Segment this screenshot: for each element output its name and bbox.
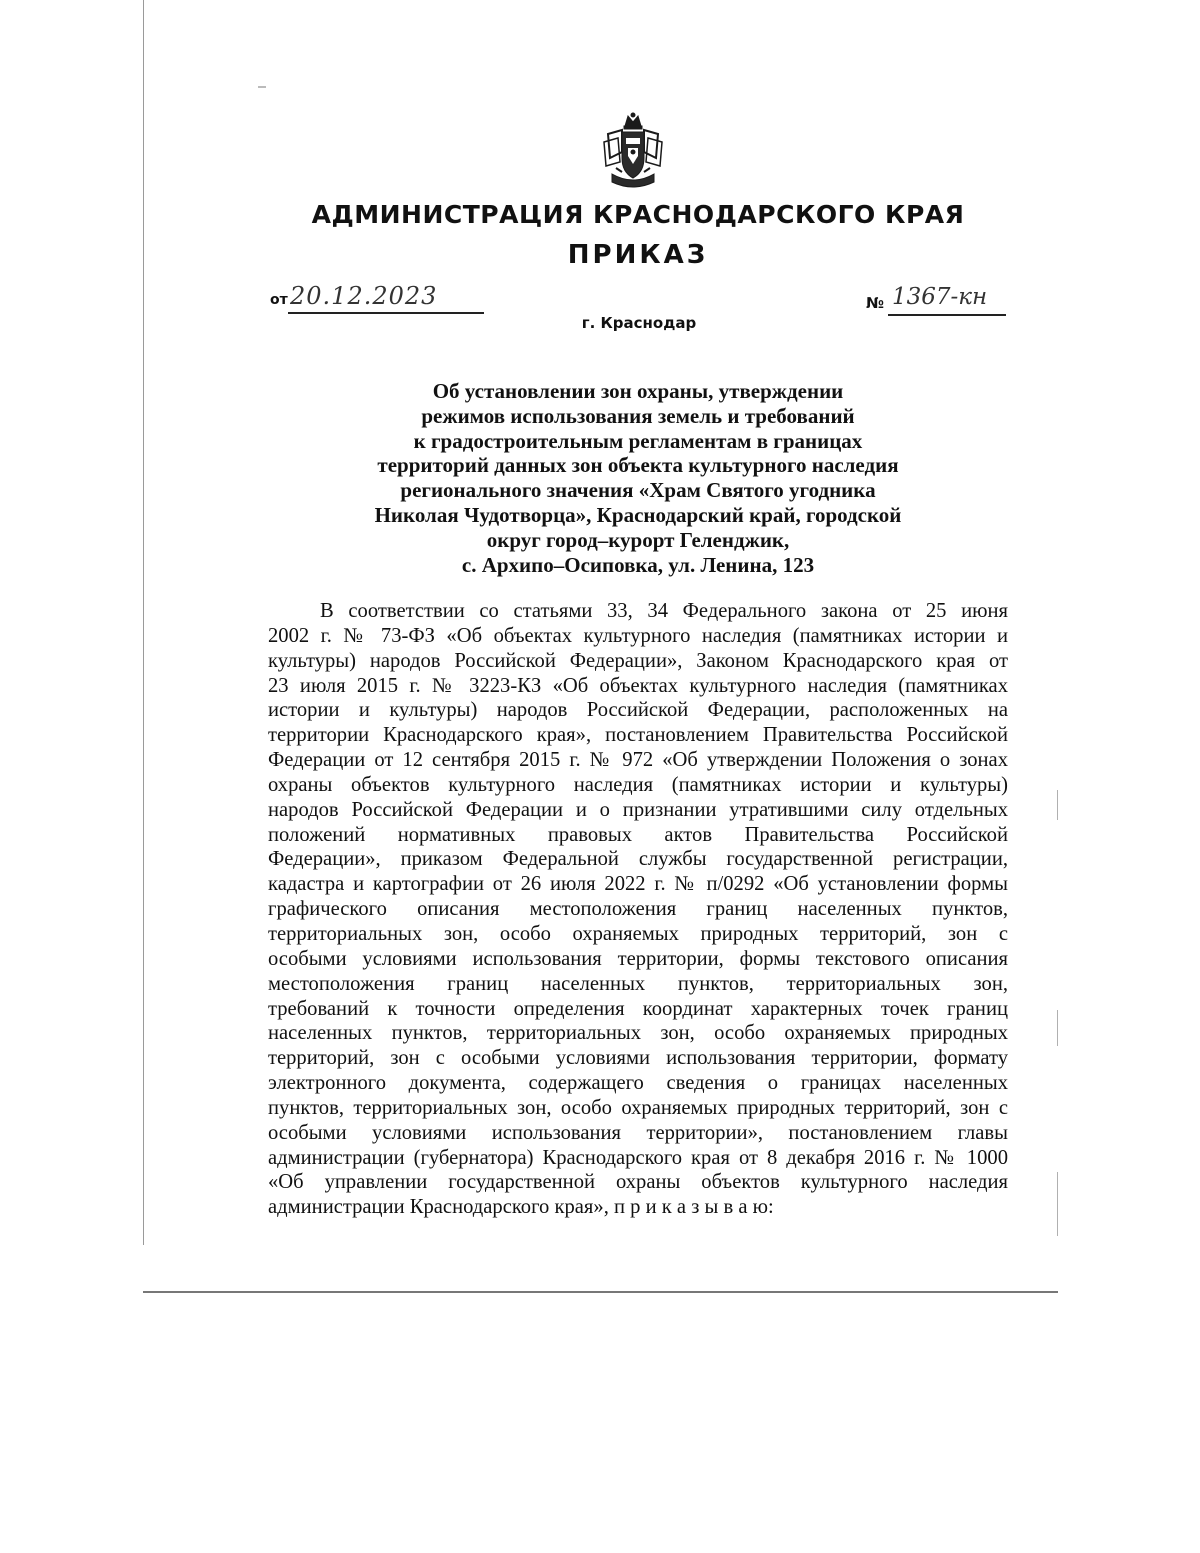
handwritten-number: 1367-кн xyxy=(892,284,988,310)
body-line: местоположения границ населенных пунктов, территориальных зон, xyxy=(268,972,1008,995)
date-field xyxy=(270,282,484,316)
body-line: 23 июля 2015 г. № 3223-КЗ «Об объектах культурного наследия (памятниках xyxy=(268,674,1008,697)
body-line: положений нормативных правовых актов Правительства Российской xyxy=(268,823,1008,846)
city: г. Краснодар xyxy=(581,314,697,332)
body-line: особыми условиями использования территории, формы текстового описания xyxy=(268,947,1008,970)
body-line: территориальных зон, особо охраняемых природных территорий, зон с xyxy=(268,922,1008,945)
body-line: территории Краснодарского края», постановлением Правительства Российской xyxy=(268,724,1008,747)
scan-bottom-edge xyxy=(143,1291,1058,1293)
scan-speck xyxy=(258,86,266,88)
body-line: Федерации от 12 сентября 2015 г. № 972 «Об утверждении Положения о зонах xyxy=(268,749,1008,772)
scan-right-mark xyxy=(1057,790,1058,820)
body-line: культуры) народов Российской Федерации», Законом Краснодарского края от xyxy=(268,649,1008,672)
body-line: населенных пунктов, территориальных зон, особо охраняемых природных xyxy=(268,1022,1008,1045)
title-line: с. Архипо–Осиповка, ул. Ленина, 123 xyxy=(461,552,815,577)
title-line: регионального значения «Храм Святого угодника xyxy=(400,478,876,503)
krasnodar-coat-of-arms-icon xyxy=(598,112,668,190)
title-line: территорий данных зон объекта культурного наследия xyxy=(377,453,899,478)
body-line: особыми условиями использования территории», постановлением главы xyxy=(268,1121,1008,1144)
body-line: кадастра и картографии от 26 июля 2022 г. № п/0292 «Об установлении формы xyxy=(268,873,1008,896)
body-line: истории и культуры) народов Российской Федерации, расположенных на xyxy=(268,699,1008,722)
body-line: требований к точности определения координат характерных точек границ xyxy=(268,997,1008,1020)
body-paragraph xyxy=(268,599,1008,1220)
organization-name: АДМИНИСТРАЦИЯ КРАСНОДАРСКОГО КРАЯ xyxy=(311,200,965,229)
title-line: режимов использования земель и требований xyxy=(421,403,855,428)
title-line: Об установлении зон охраны, утверждении xyxy=(432,379,844,403)
document-type: ПРИКАЗ xyxy=(567,240,709,270)
number-field xyxy=(866,282,1006,318)
body-line: народов Российской Федерации и о признании утратившими силу отдельных xyxy=(268,798,1008,821)
body-line: графического описания местоположения границ населенных пунктов, xyxy=(268,898,1008,921)
scan-right-mark xyxy=(1057,1010,1058,1046)
body-line: администрации (губернатора) Краснодарского края от 8 декабря 2016 г. № 1000 xyxy=(268,1146,1008,1169)
date-prefix: от xyxy=(270,292,288,308)
body-line: Федерации», приказом Федеральной службы государственной регистрации, xyxy=(268,848,1008,871)
body-line: администрации Краснодарского края», п р и к а з ы в а ю: xyxy=(268,1196,774,1219)
body-line: 2002 г. № 73-ФЗ «Об объектах культурного наследия (памятниках истории и xyxy=(268,624,1008,647)
title-line: округ город–курорт Геленджик, xyxy=(486,527,790,552)
body-line: электронного документа, содержащего сведения о границах населенных xyxy=(268,1072,1008,1095)
body-line: В соответствии со статьями 33, 34 Федерального закона от 25 июня xyxy=(320,600,1008,622)
body-line: «Об управлении государственной охраны объектов культурного наследия xyxy=(268,1171,1008,1194)
title-line: Николая Чудотворца», Краснодарский край, городской xyxy=(374,502,902,527)
number-prefix: № xyxy=(866,294,885,312)
body-line: охраны объектов культурного наследия (памятниках истории и культуры) xyxy=(268,773,1008,796)
title-line: к градостроительным регламентам в границах xyxy=(413,428,863,453)
handwritten-date: 20.12.2023 xyxy=(290,282,438,310)
document-title xyxy=(300,379,976,577)
scan-left-edge xyxy=(143,0,144,1245)
scan-right-mark xyxy=(1057,1172,1058,1236)
body-line: территорий, зон с особыми условиями использования территории, формату xyxy=(268,1047,1008,1070)
body-line: пунктов, территориальных зон, особо охраняемых природных территорий, зон с xyxy=(268,1096,1008,1119)
